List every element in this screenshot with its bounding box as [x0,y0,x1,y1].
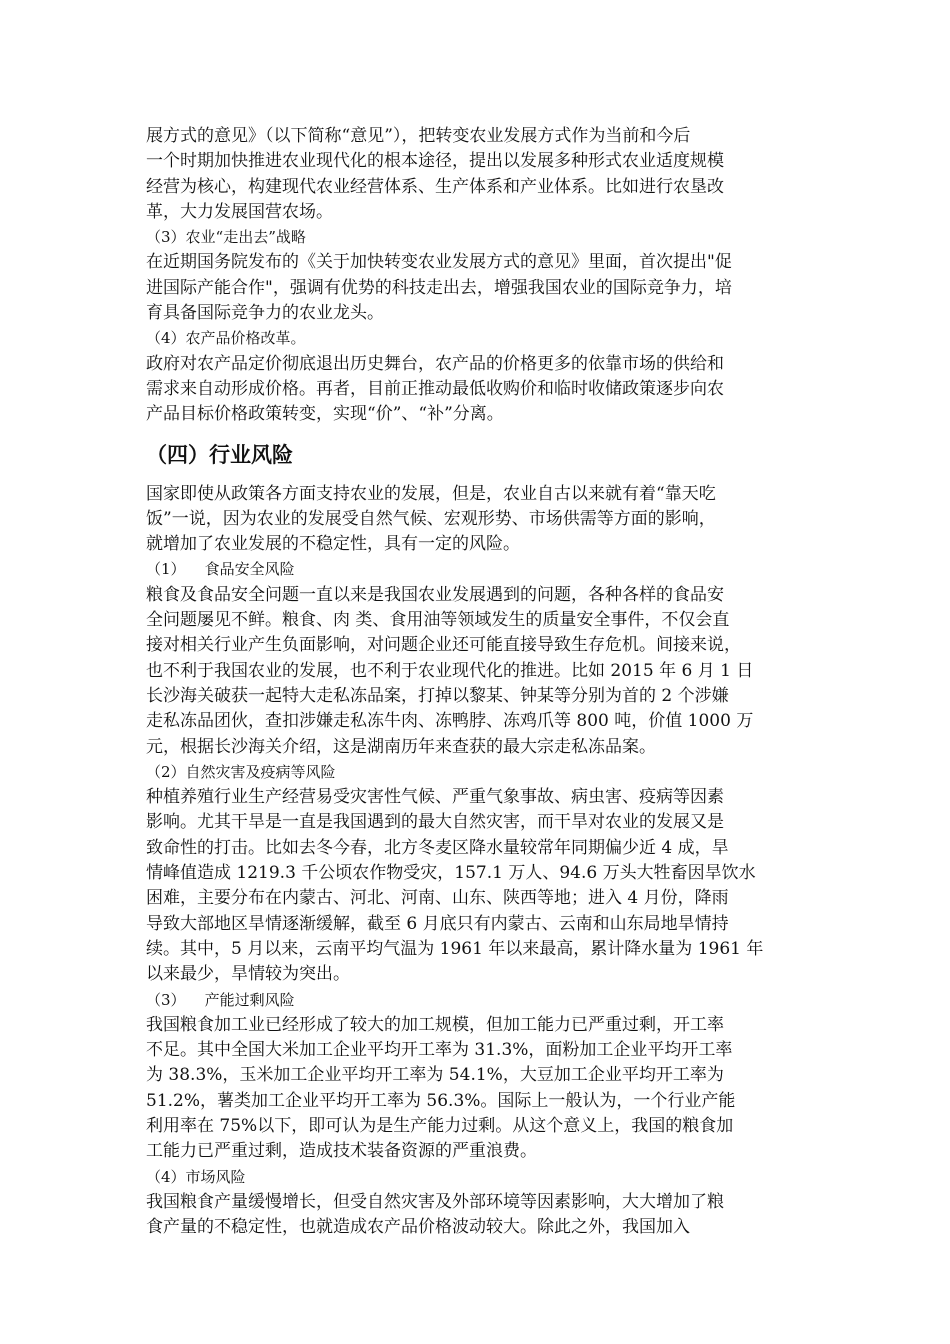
text-line: 走私冻品团伙，查扣涉嫌走私冻牛肉、冻鸭脖、冻鸡爪等 800 吨，价值 1000 万 [146,711,754,732]
section-heading: （四）行业风险 [146,442,293,467]
text-line: 产品目标价格政策转变，实现“价”、“补”分离。 [146,404,504,425]
body-paragraph [146,583,810,760]
text-line: 经营为核心，构建现代农业经营体系、生产体系和产业体系。比如进行农垦改 [146,176,724,197]
text-line: 也不利于我国农业的发展，也不利于农业现代化的推进。比如 2015 年 6 月 1 日 [146,660,754,681]
text-line: 全问题屡见不鲜。粮食、肉 类、食用油等领域发生的质量安全事件，不仅会直 [146,610,730,631]
document-page [146,124,810,1240]
text-line: 我国粮食加工业已经形成了较大的加工规模，但加工能力已严重过剩，开工率 [146,1014,724,1035]
text-line: 粮食及食品安全问题一直以来是我国农业发展遇到的问题，各种各样的食品安 [146,584,724,605]
text-line: 致命性的打击。比如去冬今春，北方冬麦区降水量较常年同期偏少近 4 成，旱 [146,837,729,858]
body-paragraph [146,1013,810,1165]
subsection-title: （2）自然灾害及疫病等风险 [146,762,336,781]
text-line: 长沙海关破获一起特大走私冻品案，打掉以黎某、钟某等分别为首的 2 个涉嫌 [146,685,729,706]
subsection-title: （3） 产能过剩风险 [146,990,295,1009]
text-line: 国家即使从政策各方面支持农业的发展，但是，农业自古以来就有着“靠天吃 [146,483,716,504]
body-paragraph [146,124,810,225]
text-line: 为 38.3%，玉米加工企业平均开工率为 54.1%，大豆加工企业平均开工率为 [146,1065,724,1086]
subsection-title: （1） 食品安全风险 [146,560,295,579]
text-line: 续。其中，5 月以来，云南平均气温为 1961 年以来最高，累计降水量为 1961 年 [146,938,764,959]
body-paragraph [146,785,810,987]
text-line: 51.2%，薯类加工企业平均开工率为 56.3%。国际上一般认为，一个行业产能 [146,1090,736,1111]
text-line: 情峰值造成 1219.3 千公顷农作物受灾，157.1 万人、94.6 万头大牲畜因旱饮水 [146,863,756,884]
subsection-title: （3）农业“走出去”战略 [146,228,306,247]
subsection-title: （4）农产品价格改革。 [146,329,306,348]
text-line: 育具备国际竞争力的农业龙头。 [146,303,384,324]
text-line: 政府对农产品定价彻底退出历史舞台，农产品的价格更多的依靠市场的供给和 [146,353,724,374]
text-line: 需求来自动形成价格。再者，目前正推动最低收购价和临时收储政策逐步向农 [146,378,724,399]
text-line: 就增加了农业发展的不稳定性，具有一定的风险。 [146,534,520,555]
text-line: 影响。尤其干旱是一直是我国遇到的最大自然灾害，而干旱对农业的发展又是 [146,812,724,833]
body-paragraph [146,352,810,428]
text-line: 以来最少，旱情较为突出。 [146,964,350,985]
text-line: 导致大部地区旱情逐渐缓解，截至 6 月底只有内蒙古、云南和山东局地旱情持 [146,913,729,934]
text-line: 困难，主要分布在内蒙古、河北、河南、山东、陕西等地；进入 4 月份，降雨 [146,888,729,909]
text-line: 工能力已严重过剩，造成技术装备资源的严重浪费。 [146,1141,537,1162]
text-line: 展方式的意见》（以下简称“意见”），把转变农业发展方式作为当前和今后 [146,126,691,146]
subsection-title: （4）市场风险 [146,1167,246,1186]
body-paragraph [146,250,810,326]
text-line: 食产量的不稳定性，也就造成农产品价格波动较大。除此之外，我国加入 [146,1217,690,1238]
text-line: 革，大力发展国营农场。 [146,201,333,222]
body-paragraph [146,482,810,558]
text-line: 一个时期加快推进农业现代化的根本途径，提出以发展多种形式农业适度规模 [146,151,724,172]
text-line: 在近期国务院发布的《关于加快转变农业发展方式的意见》里面，首次提出"促 [146,252,732,273]
text-line: 种植养殖行业生产经营易受灾害性气候、严重气象事故、病虫害、疫病等因素 [146,787,724,808]
text-line: 接对相关行业产生负面影响，对问题企业还可能直接导致生存危机。间接来说， [146,635,741,656]
text-line: 我国粮食产量缓慢增长，但受自然灾害及外部环境等因素影响，大大增加了粮 [146,1191,724,1212]
text-line: 利用率在 75%以下，即可认为是生产能力过剩。从这个意义上，我国的粮食加 [146,1115,734,1136]
text-line: 不足。其中全国大米加工企业平均开工率为 31.3%，面粉加工企业平均开工率 [146,1040,733,1061]
body-paragraph [146,1190,810,1241]
text-line: 饭”一说，因为农业的发展受自然气候、宏观形势、市场供需等方面的影响， [146,508,716,529]
text-line: 元，根据长沙海关介绍，这是湖南历年来查获的最大宗走私冻品案。 [146,736,656,757]
text-line: 进国际产能合作"，强调有优势的科技走出去，增强我国农业的国际竞争力，培 [146,277,732,298]
